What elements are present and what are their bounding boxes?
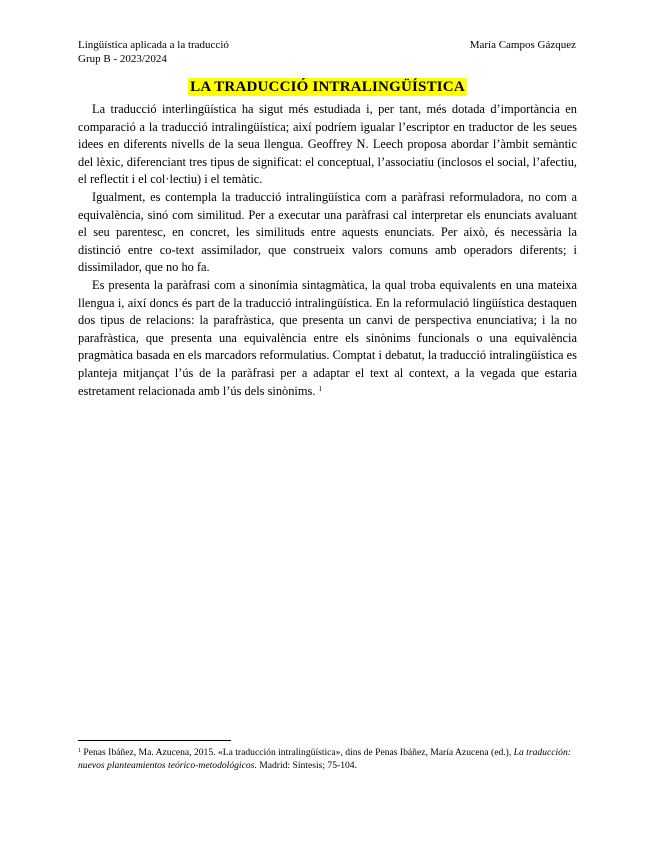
author-name: María Campos Gázquez	[469, 39, 576, 51]
footnote-text-after: . Madrid: Síntesis; 75-104.	[254, 760, 357, 771]
footnote	[78, 746, 577, 772]
footnote-reference[interactable]: 1	[318, 384, 323, 393]
header-left	[78, 38, 229, 66]
footnote-separator	[78, 740, 231, 741]
paragraph-3	[78, 277, 577, 400]
title-container	[0, 78, 655, 96]
footnote-text-before: Penas Ibáñez, Ma. Azucena, 2015. «La traducción intralingüística», dins de Penas Ibáñez, María Azucena (ed.),	[83, 747, 514, 758]
paragraph-2	[78, 189, 577, 277]
group-year: Grup B - 2023/2024	[78, 53, 167, 65]
paragraph-3-text: Es presenta la paràfrasi com a sinonímia sintagmàtica, la qual troba equivalents en una mateixa llengua i, així doncs és part de la traducció intralingüística. En la reformulació lingüística destaquen dos tipus de relacions: la parafràstica, que presenta un canvi de perspectiva enunciativa; i la no parafràstica, que presenta una equivalència entre els sinònims funcionals o una equivalència pragmàtica basada en els marcadors reformulatius. Comptat i debatut, la traducció intralingüística es planteja mitjançat l’ús de la paràfrasi per a adaptar el text al context, a la vegada que estaria estretament relacionada amb l’ús dels sinònims.	[78, 277, 577, 398]
document-body	[78, 101, 577, 400]
paragraph-2-text: Igualment, es contempla la traducció intralingüística com a paràfrasi reformuladora, no com a equivalència, sinó com similitud. Per a executar una paràfrasi cal interpretar els enunciats avaluant el seu parentesc, en concret, les similituds entre aquests enunciats. Per això, és necessària la distinció entre co-text assimilador, que construeix valors comuns amb operadors diferents; i dissimilador, que no ho fa.	[78, 189, 577, 275]
paragraph-1	[78, 101, 577, 189]
paragraph-1-text: La traducció interlingüística ha sigut més estudiada i, per tant, més dotada d’importància en comparació a la traducció intralingüística; així podríem igualar l’escriptor en traductor de les seues idees en diferents nivells de la seua llengua. Geoffrey N. Leech proposa abordar l’àmbit semàntic del lèxic, diferenciant tres tipus de significat: el conceptual, l’associatiu (inclosos el social, l’afectiu, el reflectit i el col·lectiu) i el temàtic.	[78, 102, 577, 187]
course-name: Lingüística aplicada a la traducció	[78, 39, 229, 51]
footnote-marker: 1	[78, 748, 81, 754]
footnote-book-title: La traducción: nuevos planteamientos teórico-metodológicos	[78, 747, 571, 771]
document-title: LA TRADUCCIÓ INTRALINGÜÍSTICA	[190, 79, 465, 95]
